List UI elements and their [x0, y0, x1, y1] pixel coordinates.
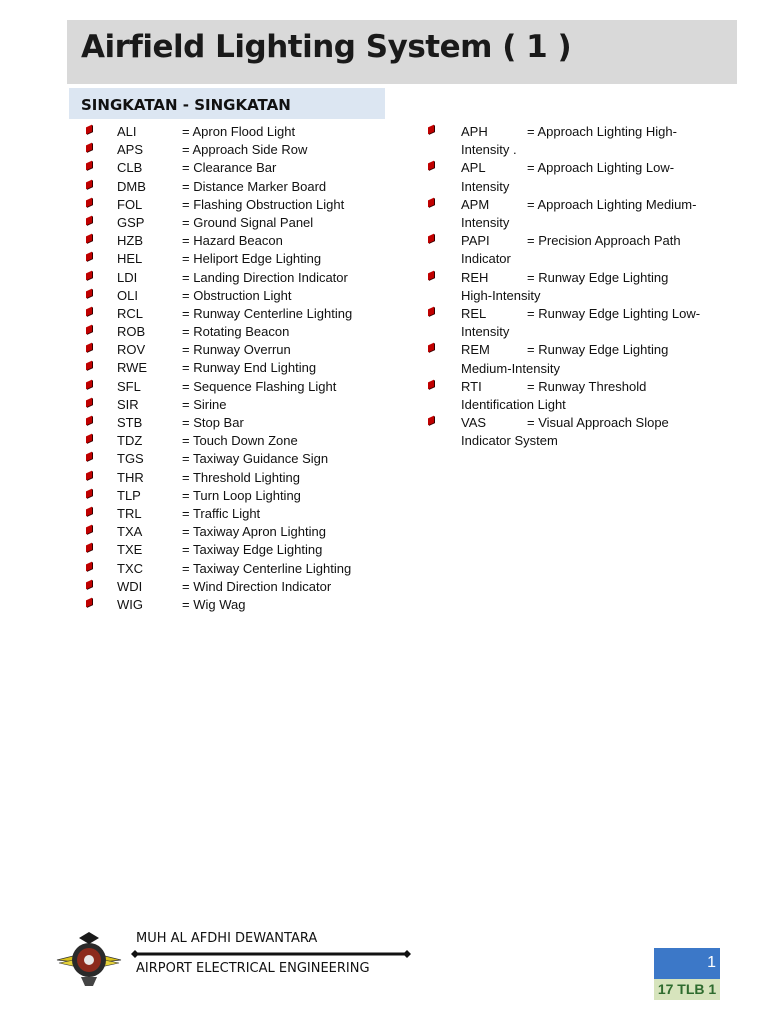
meaning-continued: Indicator	[461, 251, 511, 267]
meaning: = Runway Threshold	[527, 378, 647, 394]
meaning: = Runway Edge Lighting	[527, 269, 669, 285]
bullet-icon	[428, 343, 434, 353]
department-name: AIRPORT ELECTRICAL ENGINEERING	[136, 961, 370, 976]
bullet-icon	[86, 597, 92, 607]
list-item	[428, 269, 728, 305]
list-item	[428, 196, 728, 232]
meaning-continued: High-Intensity	[461, 287, 541, 303]
abbreviation: OLI	[117, 287, 138, 303]
meaning-continued: Indicator System	[461, 433, 558, 449]
bullet-icon	[86, 143, 92, 153]
meaning: = Approach Side Row	[182, 142, 308, 158]
abbreviation: STB	[117, 415, 143, 430]
bullet-icon	[86, 561, 92, 571]
bullet-icon	[86, 525, 92, 535]
meaning-continued: Medium-Intensity	[461, 360, 560, 376]
page-number: 1	[707, 954, 716, 971]
meaning: = Wig Wag	[182, 596, 246, 612]
bullet-icon	[86, 325, 92, 335]
abbreviation: APH	[461, 124, 488, 139]
meaning: = Sirine	[182, 396, 227, 412]
class-code: 17 TLB 1	[654, 979, 720, 1000]
meaning: = Runway Edge Lighting	[527, 342, 669, 358]
abbreviation: CLB	[117, 160, 143, 176]
bullet-icon	[86, 306, 92, 316]
bullet-icon	[86, 179, 92, 189]
meaning: = Approach Lighting High-	[527, 124, 677, 139]
bullet-icon	[86, 216, 92, 226]
list-item	[428, 341, 728, 377]
abbreviation: HZB	[117, 233, 143, 249]
abbreviation: ALI	[117, 124, 137, 139]
abbreviation: SIR	[117, 396, 139, 412]
abbreviation: HEL	[117, 251, 143, 267]
author-name: MUH AL AFDHI DEWANTARA	[136, 931, 318, 946]
list-item	[428, 232, 728, 268]
meaning: = Apron Flood Light	[182, 124, 296, 139]
meaning: = Hazard Beacon	[182, 233, 283, 249]
abbreviation: TDZ	[117, 433, 143, 449]
meaning-continued: Intensity	[461, 324, 510, 340]
meaning: = Flashing Obstruction Light	[182, 196, 345, 212]
meaning: = Taxiway Guidance Sign	[182, 451, 329, 467]
meaning: = Turn Loop Lighting	[182, 487, 301, 503]
abbreviation: LDI	[117, 269, 138, 285]
bullet-icon	[86, 379, 92, 389]
list-item	[428, 378, 728, 414]
meaning: = Precision Approach Path	[527, 233, 681, 249]
meaning: = Traffic Light	[182, 505, 261, 521]
meaning: = Sequence Flashing Light	[182, 378, 337, 394]
footer-divider	[130, 950, 412, 958]
list-item	[428, 305, 728, 341]
meaning: = Ground Signal Panel	[182, 214, 314, 230]
bullet-icon	[86, 270, 92, 280]
bullet-icon	[86, 161, 92, 171]
abbreviation: RCL	[117, 305, 144, 321]
bullet-icon	[86, 234, 92, 244]
meaning-continued: Intensity .	[461, 142, 517, 158]
abbreviation: TLP	[117, 487, 141, 503]
bullet-icon	[86, 397, 92, 407]
meaning-continued: Intensity	[461, 214, 510, 230]
bullet-icon	[86, 543, 92, 553]
bullet-icon	[428, 125, 434, 135]
meaning: = Runway Edge Lighting Low-	[527, 305, 701, 321]
abbreviation: WIG	[117, 596, 143, 612]
abbreviation: TGS	[117, 451, 144, 467]
meaning: = Visual Approach Slope	[527, 415, 669, 431]
abbreviation: TXE	[117, 542, 143, 558]
meaning: = Taxiway Centerline Lighting	[182, 560, 352, 576]
meaning: = Approach Lighting Low-	[527, 160, 675, 176]
bullet-icon	[86, 507, 92, 517]
bullet-icon	[428, 270, 434, 280]
meaning-continued: Intensity	[461, 178, 510, 194]
abbreviation: ROV	[117, 342, 146, 358]
page-number-box	[654, 948, 720, 979]
bullet-icon	[86, 343, 92, 353]
abbreviation: REL	[461, 305, 487, 321]
bullet-icon	[86, 288, 92, 298]
meaning: = Stop Bar	[182, 415, 244, 430]
bullet-icon	[428, 379, 434, 389]
bullet-icon	[428, 197, 434, 207]
abbreviation: ROB	[117, 324, 146, 340]
abbreviation: TXA	[117, 524, 143, 540]
bullet-icon	[86, 470, 92, 480]
abbreviation: TXC	[117, 560, 143, 576]
meaning: = Taxiway Edge Lighting	[182, 542, 323, 558]
list-item	[428, 414, 728, 450]
abbreviation: VAS	[461, 415, 487, 431]
meaning: = Runway Overrun	[182, 342, 291, 358]
bullet-icon	[86, 579, 92, 589]
bullet-icon	[86, 416, 92, 426]
bullet-icon	[428, 234, 434, 244]
title-bar	[67, 20, 737, 84]
abbreviation: RTI	[461, 378, 482, 394]
bullet-icon	[86, 197, 92, 207]
meaning: = Approach Lighting Medium-	[527, 196, 697, 212]
meaning-continued: Identification Light	[461, 396, 566, 412]
list-item	[428, 123, 728, 159]
abbreviation: RWE	[117, 360, 148, 376]
abbreviation: PAPI	[461, 233, 490, 249]
bullet-icon	[86, 361, 92, 371]
abbreviation: REM	[461, 342, 490, 358]
meaning: = Obstruction Light	[182, 287, 292, 303]
meaning: = Runway Centerline Lighting	[182, 305, 353, 321]
meaning: = Taxiway Apron Lighting	[182, 524, 326, 540]
meaning: = Touch Down Zone	[182, 433, 298, 449]
meaning: = Clearance Bar	[182, 160, 277, 176]
bullet-icon	[86, 252, 92, 262]
bullet-icon	[86, 434, 92, 444]
abbreviation-list-right	[428, 123, 728, 451]
bullet-icon	[86, 125, 92, 135]
abbreviation: APS	[117, 142, 144, 158]
section-header	[69, 88, 385, 119]
abbreviation: APL	[461, 160, 486, 176]
abbreviation: SFL	[117, 378, 141, 394]
bullet-icon	[86, 488, 92, 498]
bullet-icon	[428, 161, 434, 171]
meaning: = Heliport Edge Lighting	[182, 251, 322, 267]
meaning: = Wind Direction Indicator	[182, 578, 332, 594]
meaning: = Distance Marker Board	[182, 178, 327, 194]
bullet-icon	[86, 452, 92, 462]
abbreviation: APM	[461, 196, 490, 212]
bullet-icon	[428, 307, 434, 317]
page-title: Airfield Lighting System ( 1 )	[81, 29, 572, 65]
list-item	[428, 159, 728, 195]
abbreviation: WDI	[117, 578, 143, 594]
meaning: = Rotating Beacon	[182, 324, 290, 340]
meaning: = Landing Direction Indicator	[182, 269, 348, 285]
abbreviation: GSP	[117, 214, 145, 230]
meaning: = Runway End Lighting	[182, 360, 317, 376]
abbreviation: THR	[117, 469, 144, 485]
abbreviation: REH	[461, 269, 489, 285]
institution-logo	[55, 930, 123, 990]
bullet-icon	[428, 416, 434, 426]
abbreviation: FOL	[117, 196, 143, 212]
abbreviation: TRL	[117, 505, 142, 521]
meaning: = Threshold Lighting	[182, 469, 300, 485]
section-title: SINGKATAN - SINGKATAN	[81, 96, 291, 114]
abbreviation: DMB	[117, 178, 146, 194]
